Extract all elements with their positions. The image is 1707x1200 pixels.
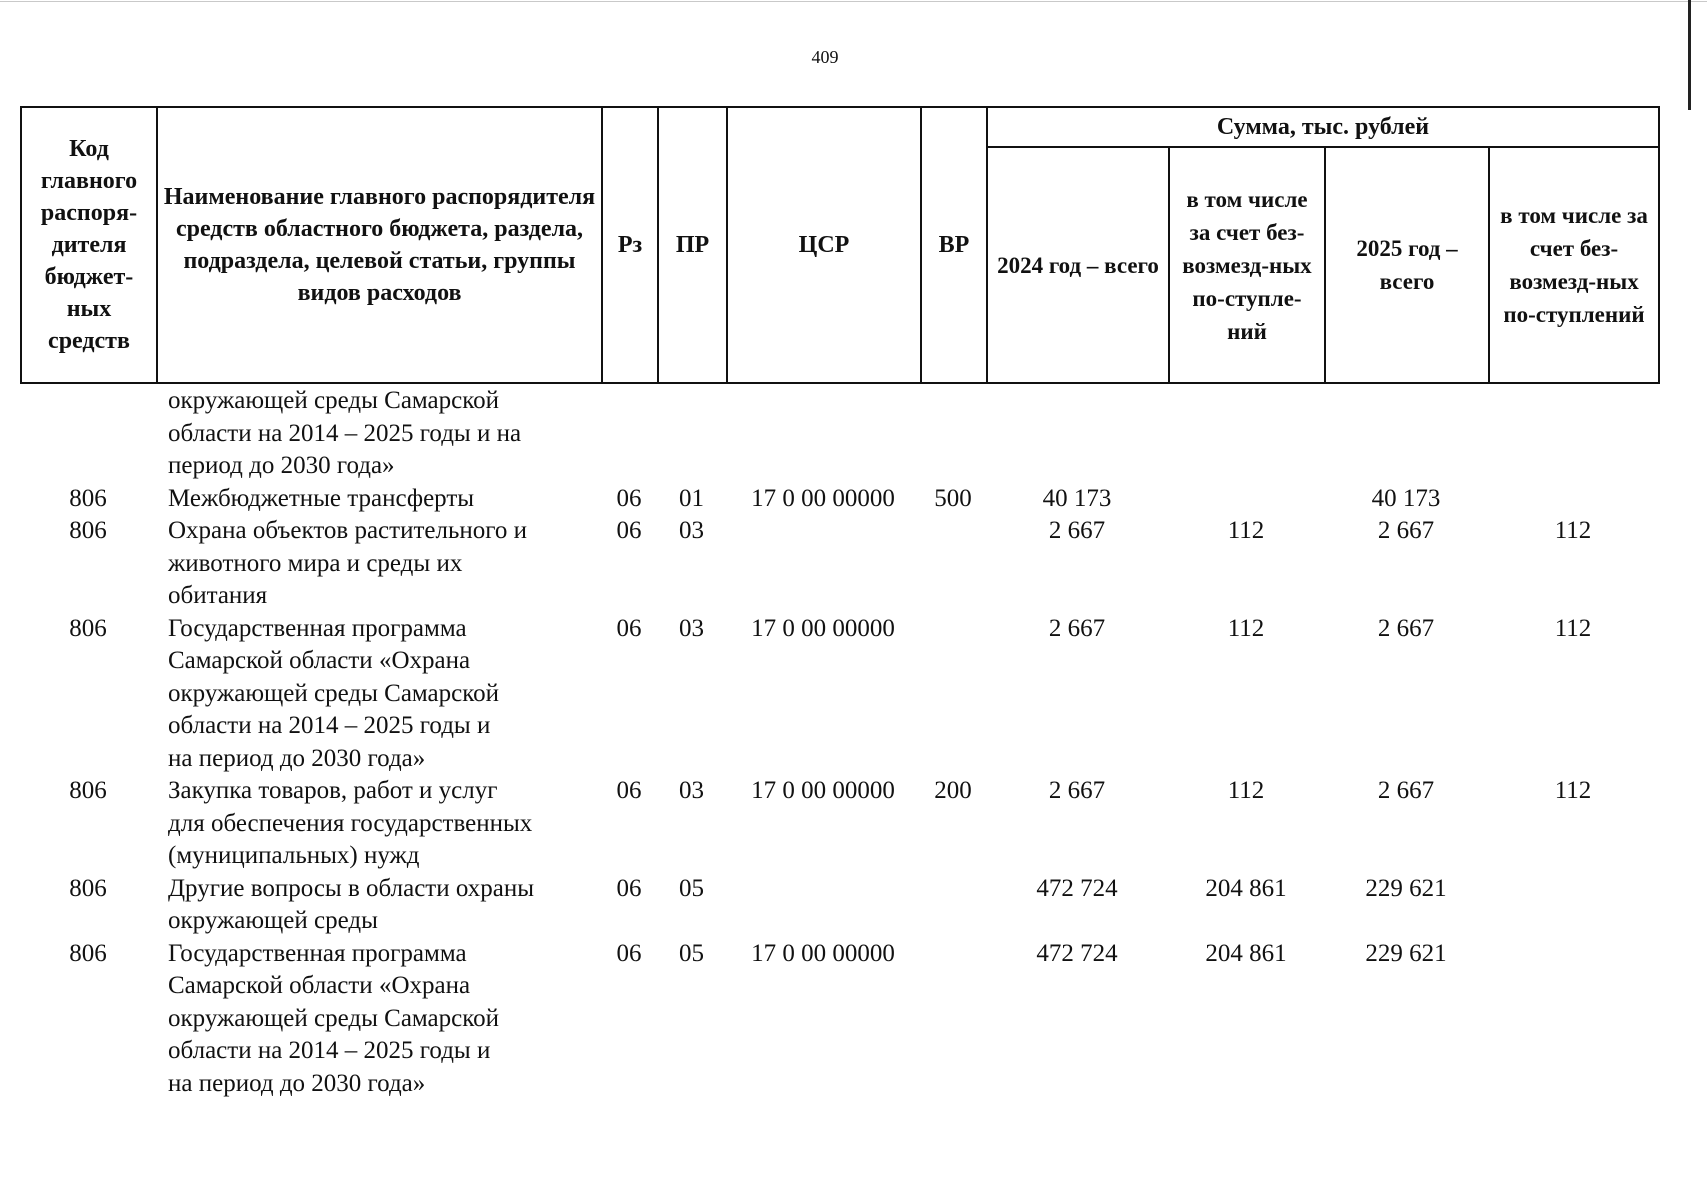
row-vr: [920, 873, 986, 938]
row-pr: 05: [679, 874, 704, 902]
row-2025-gratuitous: [1488, 873, 1658, 938]
row-name: Закупка товаров, работ и услуг для обеспечения государственных (муниципальных) нужд: [168, 777, 533, 869]
row-2025-gratuitous: [1488, 483, 1658, 516]
row-pr: [657, 385, 726, 483]
row-2025-gratuitous: 112: [1554, 517, 1592, 544]
table-body: [20, 385, 1658, 1100]
header-csr: ЦСР: [727, 107, 921, 383]
header-2024-total: 2024 год – всего: [987, 147, 1169, 383]
row-name: Межбюджетные трансферты: [168, 484, 475, 512]
row-csr: 17 0 00 00000: [751, 614, 895, 642]
row-csr: 17 0 00 00000: [751, 939, 895, 967]
header-name: Наименование главного распорядителя средств областного бюджета, раздела, подраздела, целевой статьи, группы видов расходов: [157, 107, 602, 383]
row-vr: [920, 613, 986, 776]
row-2025-gratuitous: [1488, 938, 1658, 1101]
table-row: [20, 385, 1658, 483]
row-code: 806: [69, 484, 107, 512]
table-row: [20, 483, 1658, 516]
row-rz: 06: [616, 777, 642, 804]
row-2025-gratuitous: 112: [1554, 614, 1592, 642]
row-code: 806: [69, 517, 107, 544]
row-2025-gratuitous: [1488, 385, 1658, 483]
row-vr: [920, 515, 986, 613]
header-vr: ВР: [921, 107, 987, 383]
row-2025-total: [1324, 385, 1488, 483]
row-csr: [726, 873, 920, 938]
row-pr: 03: [679, 517, 704, 544]
row-2025-total: 2 667: [1377, 614, 1435, 642]
row-rz: 06: [616, 517, 642, 544]
row-2024-total: 2 667: [1048, 517, 1106, 544]
row-pr: 03: [679, 777, 704, 804]
row-2025-total: 229 621: [1365, 874, 1447, 902]
row-pr: 03: [679, 614, 704, 642]
table-row: [20, 775, 1658, 873]
row-pr: 01: [679, 484, 704, 512]
row-csr: [726, 515, 920, 613]
row-rz: 06: [616, 874, 642, 902]
row-code: [20, 385, 156, 483]
row-2024-total: 2 667: [1048, 614, 1106, 642]
row-2024-gratuitous: 112: [1227, 517, 1265, 544]
row-code: 806: [69, 614, 107, 642]
row-2024-total: 472 724: [1036, 939, 1118, 967]
row-code: 806: [69, 939, 107, 967]
row-name: Государственная программа Самарской области «Охрана окружающей среды Самарской области на 2014 – 2025 годы и на период до 2030 года»: [168, 614, 500, 772]
row-2024-total: 472 724: [1036, 874, 1118, 902]
table-row: [20, 873, 1658, 938]
page-number: 409: [811, 47, 839, 67]
row-2025-total: 2 667: [1377, 517, 1435, 544]
row-rz: 06: [616, 939, 642, 967]
row-2024-total: [986, 385, 1168, 483]
row-vr: 500: [934, 484, 972, 512]
row-2024-total: 2 667: [1048, 777, 1106, 804]
row-2024-gratuitous: 112: [1227, 614, 1265, 642]
row-csr: [726, 385, 920, 483]
row-code: 806: [69, 777, 107, 804]
row-2024-gratuitous: 112: [1227, 777, 1265, 804]
row-2025-gratuitous: 112: [1554, 777, 1592, 804]
row-vr: 200: [934, 777, 972, 804]
row-2024-gratuitous: [1168, 483, 1324, 516]
row-csr: 17 0 00 00000: [751, 777, 895, 804]
scan-artifact-line: [0, 1, 1707, 2]
header-sum: Сумма, тыс. рублей: [987, 107, 1659, 147]
header-pr: ПР: [658, 107, 727, 383]
table-header: [20, 106, 1660, 384]
table-row: [20, 938, 1658, 1101]
scan-artifact-edge: [1688, 0, 1691, 110]
header-rz: Рз: [602, 107, 658, 383]
header-2024-gratuitous: в том числе за счет без-возмезд-ных по-ступле-ний: [1169, 147, 1325, 383]
row-name: Другие вопросы в области охраны окружающей среды: [168, 874, 535, 934]
header-code: Код главного распоря-дителя бюджет-ных средств: [21, 107, 157, 383]
row-name: окружающей среды Самарской области на 2014 – 2025 годы и на период до 2030 года»: [168, 387, 522, 479]
row-2025-total: 2 667: [1377, 777, 1435, 804]
row-2025-total: 40 173: [1371, 484, 1441, 512]
row-vr: [920, 938, 986, 1101]
row-2025-total: 229 621: [1365, 939, 1447, 967]
row-2024-total: 40 173: [1042, 484, 1112, 512]
row-2024-gratuitous: 204 861: [1205, 874, 1287, 902]
row-name: Государственная программа Самарской области «Охрана окружающей среды Самарской области на 2014 – 2025 годы и на период до 2030 года»: [168, 939, 500, 1097]
row-vr: [920, 385, 986, 483]
row-rz: [601, 385, 657, 483]
row-2024-gratuitous: 204 861: [1205, 939, 1287, 967]
row-csr: 17 0 00 00000: [751, 484, 895, 512]
row-2024-gratuitous: [1168, 385, 1324, 483]
header-2025-gratuitous: в том числе за счет без-возмезд-ных по-ступлений: [1489, 147, 1659, 383]
table-row: [20, 613, 1658, 776]
table-row: [20, 515, 1658, 613]
row-code: 806: [69, 874, 107, 902]
row-rz: 06: [616, 614, 642, 642]
row-pr: 05: [679, 939, 704, 967]
header-2025-total: 2025 год – всего: [1325, 147, 1489, 383]
row-rz: 06: [616, 484, 642, 512]
row-name: Охрана объектов растительного и животного мира и среды их обитания: [168, 517, 527, 609]
